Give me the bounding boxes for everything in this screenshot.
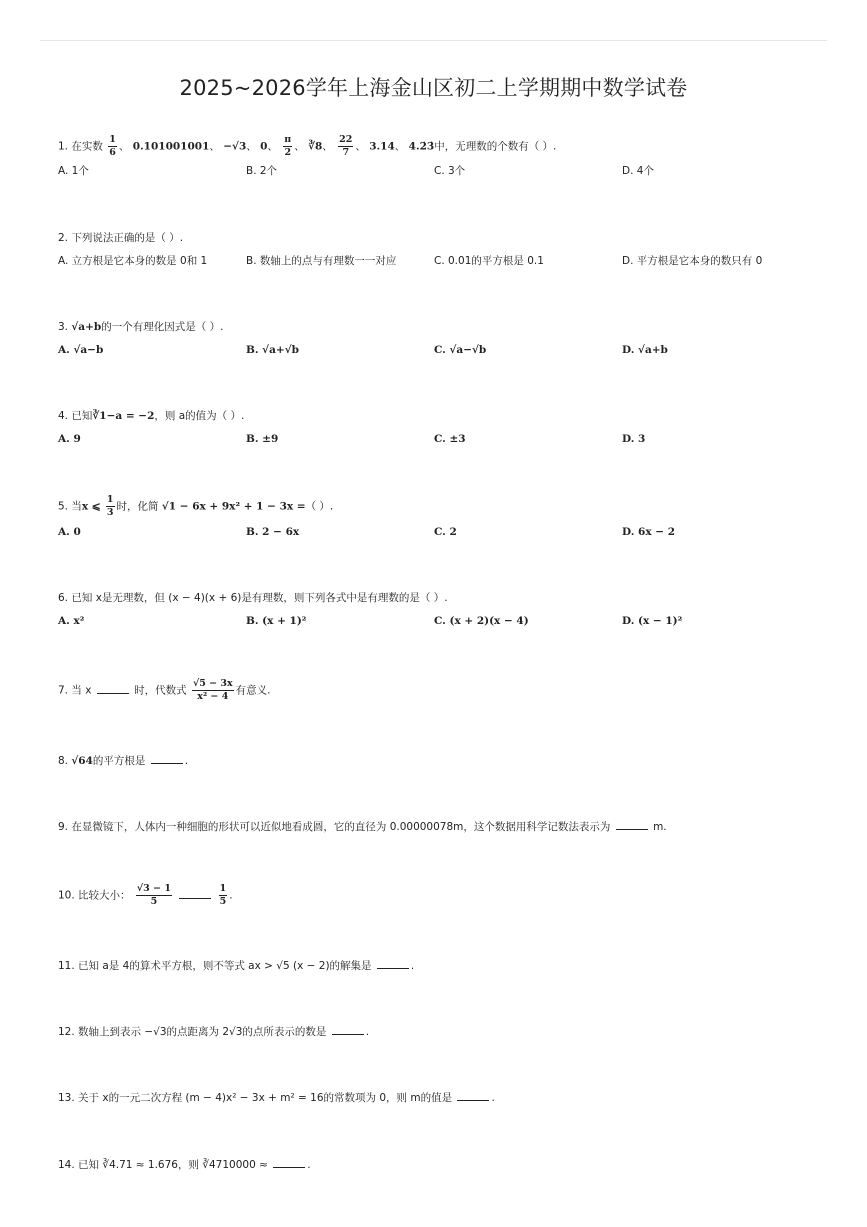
option-c: C. 3个: [434, 165, 466, 177]
math-expression: ∛1−a = −2: [92, 410, 155, 422]
numerator: 1: [219, 883, 227, 894]
answer-blank[interactable]: [616, 819, 648, 830]
number: 4.2̇3̇: [408, 140, 435, 153]
option-d: D. 6x − 2: [622, 526, 676, 538]
stem-text: .: [410, 960, 415, 972]
stem-text: 4. 已知: [58, 410, 93, 422]
stem-text: 9. 在显微镜下，人体内一种细胞的形状可以近似地看成圆，它的直径为 0.00000078m，这个数据用科学记数法表示为: [58, 821, 611, 833]
stem-text: 7. 当 x: [58, 684, 92, 697]
separator: 、: [322, 140, 333, 153]
option-c: C. √a−√b: [434, 344, 487, 356]
math-expression: √1 − 6x + 9x² + 1 − 3x =: [161, 500, 306, 513]
numerator: √3 − 1: [136, 883, 171, 894]
page-title: 2025~2026学年上海金山区初二上学期期中数学试卷: [179, 76, 688, 100]
separator: 、: [394, 140, 406, 153]
question-6-stem: 6. 已知 x是无理数，但 (x − 4)(x + 6)是有理数，则下列各式中是有理数的是（ ）.: [58, 592, 448, 604]
question-4-stem: [58, 409, 244, 423]
fraction-22-7: [338, 134, 353, 159]
denominator: 2: [284, 147, 292, 158]
answer-blank[interactable]: [457, 1090, 489, 1101]
option-b: B. 2 − 6x: [246, 526, 300, 538]
math-expression: √a+b: [71, 321, 102, 333]
question-7-stem: [58, 678, 271, 703]
stem-text: .: [365, 1026, 370, 1038]
answer-blank[interactable]: [332, 1024, 364, 1035]
stem-text: .: [491, 1092, 495, 1104]
answer-blank[interactable]: [97, 683, 129, 694]
denominator: 7: [342, 147, 350, 158]
math-expression: x ⩽: [81, 500, 101, 513]
number: 0: [260, 140, 268, 153]
separator: 、: [267, 140, 278, 153]
question-12-stem: [58, 1024, 369, 1039]
denominator: 6: [109, 147, 116, 158]
question-1-stem: [58, 134, 556, 159]
question-10-stem: [58, 883, 233, 908]
question-11-stem: [58, 958, 414, 973]
option-b: B. √a+√b: [246, 344, 299, 356]
stem-text: 时，代数式: [134, 684, 187, 697]
option-c: C. ±3: [434, 433, 466, 445]
stem-text: 10. 比较大小：: [58, 889, 131, 902]
option-a: A. 0: [58, 526, 81, 538]
separator: 、: [355, 140, 366, 153]
stem-text: 13. 关于 x的一元二次方程 (m − 4)x² − 3x + m² = 16的常数项为 0，则 m的值是: [58, 1092, 453, 1104]
math-expression: √64: [71, 755, 93, 767]
answer-blank[interactable]: [151, 753, 183, 764]
question-3-stem: [58, 320, 223, 334]
option-b: B. 2个: [246, 165, 278, 177]
option-a: A. √a−b: [58, 344, 104, 356]
numerator: 1: [109, 134, 116, 145]
denominator: x² − 4: [197, 691, 229, 702]
fraction-1-3: [106, 494, 115, 519]
stem-text: 12. 数轴上到表示 −√3的点距离为 2√3的点所表示的数是: [58, 1026, 327, 1038]
question-number: 3.: [58, 321, 69, 333]
answer-blank[interactable]: [179, 888, 211, 899]
stem-text: 5. 当: [58, 500, 82, 513]
stem-text: 中，无理数的个数有（ ）.: [434, 140, 557, 153]
question-8-stem: [58, 753, 188, 768]
separator: 、: [294, 140, 305, 153]
stem-text: 在实数: [71, 140, 103, 153]
option-a: A. 1个: [58, 165, 89, 177]
option-c: C. 0.01的平方根是 0.1: [434, 255, 544, 267]
stem-text: 14. 已知 ∛4.71 ≈ 1.676，则 ∛4710000 ≈: [58, 1159, 268, 1171]
option-a: A. 9: [58, 433, 81, 445]
question-13-stem: [58, 1090, 495, 1105]
option-d: D. 4个: [622, 165, 654, 177]
number: 3.14: [369, 140, 395, 153]
answer-blank[interactable]: [377, 958, 409, 969]
option-d: D. √a+b: [622, 344, 668, 356]
option-a: A. 立方根是它本身的数是 0和 1: [58, 255, 208, 267]
stem-text: 11. 已知 a是 4的算术平方根，则不等式 ax > √5 (x − 2)的解集是: [58, 960, 372, 972]
question-9-stem: [58, 819, 667, 834]
fraction-1-6: [108, 134, 117, 159]
stem-text: 的平方根是: [92, 755, 146, 767]
option-b: B. 数轴上的点与有理数一一对应: [246, 255, 397, 267]
number: ∛8: [308, 140, 323, 153]
option-c: C. 2: [434, 526, 457, 538]
denominator: 5: [150, 896, 158, 907]
stem-text: m.: [649, 821, 667, 833]
numerator: π: [284, 134, 292, 145]
stem-text: 时，化简: [116, 500, 159, 513]
stem-text: 的一个有理化因式是（ ）.: [101, 321, 224, 333]
stem-text: 有意义.: [235, 684, 271, 697]
option-c: C. (x + 2)(x − 4): [434, 615, 529, 627]
option-d: D. 平方根是它本身的数只有 0: [622, 255, 763, 267]
question-number: 8.: [58, 755, 69, 767]
numerator: 22: [339, 134, 353, 145]
stem-text: .: [229, 889, 233, 902]
fraction-left: [136, 883, 172, 908]
separator: 、: [118, 140, 130, 153]
answer-blank[interactable]: [273, 1157, 305, 1168]
separator: 、: [246, 140, 257, 153]
fraction-pi-2: [283, 134, 292, 159]
stem-text: .: [307, 1159, 311, 1171]
fraction-expression: [192, 678, 234, 703]
stem-text: ，则 a的值为（ ）.: [154, 410, 245, 422]
number: 0.101001001: [132, 140, 210, 153]
option-d: D. (x − 1)²: [622, 615, 683, 627]
denominator: 5: [219, 896, 227, 907]
separator: 、: [209, 140, 220, 153]
question-number: 1.: [58, 140, 69, 153]
stem-text: （ ）.: [305, 500, 334, 513]
numerator: 1: [106, 494, 114, 505]
option-a: A. x²: [58, 615, 85, 627]
question-2-stem: 2. 下列说法正确的是（ ）.: [58, 232, 184, 244]
option-b: B. (x + 1)²: [246, 615, 307, 627]
option-d: D. 3: [622, 433, 646, 445]
numerator: √5 − 3x: [192, 678, 233, 689]
question-14-stem: [58, 1157, 311, 1172]
denominator: 3: [106, 507, 114, 518]
option-b: B. ±9: [246, 433, 279, 445]
stem-text: .: [184, 755, 189, 767]
question-5-stem: [58, 494, 333, 519]
number: −√3: [223, 140, 247, 153]
fraction-right: [219, 883, 228, 908]
top-divider: [40, 40, 827, 41]
